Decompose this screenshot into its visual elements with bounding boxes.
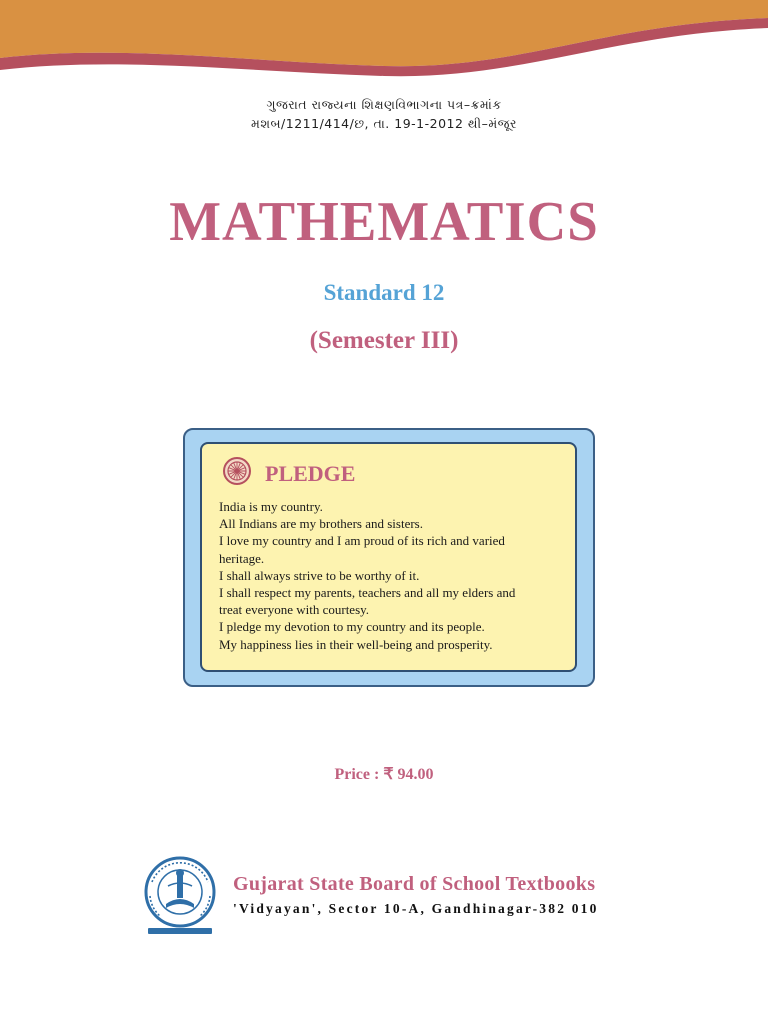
pledge-line: I pledge my devotion to my country and its people. bbox=[219, 619, 485, 635]
publisher-address: 'Vidyayan', Sector 10-A, Gandhinagar-382 010 bbox=[233, 901, 599, 916]
publisher-seal-logo bbox=[138, 852, 222, 936]
pledge-line: My happiness lies in their well-being and prosperity. bbox=[219, 636, 493, 652]
top-banner bbox=[0, 0, 768, 90]
pledge-line: All Indians are my brothers and sisters. bbox=[219, 516, 423, 532]
pledge-line: India is my country. bbox=[219, 499, 323, 514]
approval-line-2: મશબ/1211/414/છ, તા. 19-1-2012 થી–મંજૂર bbox=[251, 116, 517, 131]
book-title: MATHEMATICS bbox=[169, 191, 599, 253]
pledge-text bbox=[219, 498, 569, 653]
pledge-line: I shall always strive to be worthy of it. bbox=[219, 567, 420, 583]
pledge-line: I love my country and I am proud of its rich and varied bbox=[219, 533, 505, 549]
pledge-line: I shall respect my parents, teachers and all my elders and bbox=[219, 585, 516, 601]
ashoka-chakra-icon bbox=[222, 456, 252, 486]
price-label: Price : ₹ 94.00 bbox=[334, 766, 434, 783]
semester-label: (Semester III) bbox=[309, 327, 459, 354]
pledge-heading: PLEDGE bbox=[265, 461, 356, 486]
pledge-line: treat everyone with courtesy. bbox=[219, 602, 370, 618]
pledge-line: heritage. bbox=[219, 550, 265, 566]
approval-line-1: ગુજરાત રાજ્યના શિક્ષણવિભાગના પત્ર–ક્રમાંક bbox=[266, 97, 502, 112]
standard-label: Standard 12 bbox=[323, 280, 445, 305]
publisher-name: Gujarat State Board of School Textbooks bbox=[233, 873, 596, 895]
